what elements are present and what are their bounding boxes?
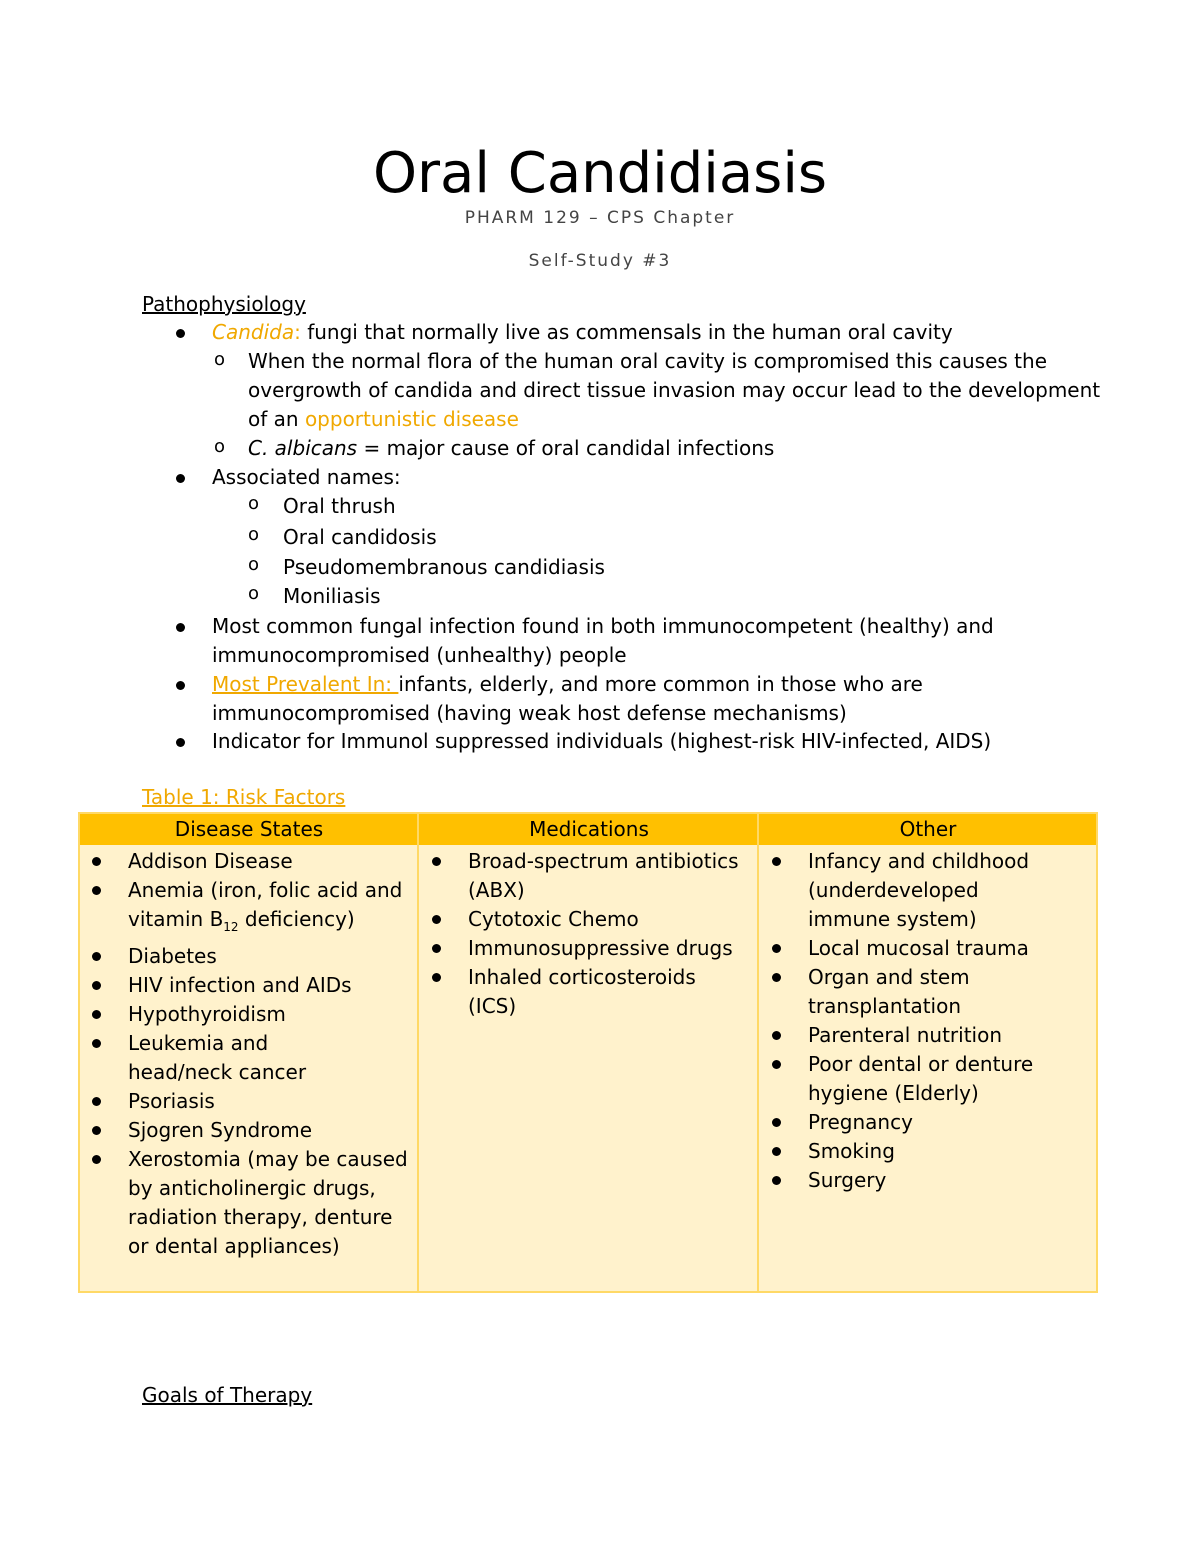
list-item: Parenteral nutrition — [760, 1021, 1060, 1050]
list-item: Leukemia and head/neck cancer — [80, 1029, 410, 1087]
candida-definition — [212, 318, 953, 347]
list-item: HIV infection and AIDs — [80, 971, 410, 1000]
list-item: Organ and stem transplantation — [760, 963, 1060, 1021]
disease-states-list — [80, 847, 410, 1261]
candida-term: Candida — [212, 320, 295, 344]
document-title: Oral Candidiasis — [372, 141, 828, 206]
prevalent-line-2: immunocompromised (having weak host defense mechanisms) — [212, 701, 847, 725]
list-item: Surgery — [760, 1166, 1060, 1195]
list-item: Immunosuppressive drugs — [420, 934, 750, 963]
sub-bullet-marker: o — [248, 554, 260, 575]
prevalent-description: infants, elderly, and more common in those who are — [398, 672, 923, 696]
associated-name-item: Oral candidosis — [283, 525, 437, 549]
flora-line-2: overgrowth of candida and direct tissue invasion may occur lead to the development — [248, 378, 1101, 402]
bullet-marker — [176, 623, 185, 632]
sub-bullet-marker: o — [214, 349, 226, 370]
flora-line-1: When the normal flora of the human oral cavity is compromised this causes the — [248, 349, 1048, 373]
bullet-marker — [176, 474, 185, 483]
list-item: Psoriasis — [80, 1087, 410, 1116]
list-item: Addison Disease — [80, 847, 410, 876]
candida-description: fungi that normally live as commensals in the human oral cavity — [300, 320, 953, 344]
document-subtitle-2: Self-Study #3 — [528, 251, 672, 271]
anemia-text-2: vitamin B — [128, 907, 224, 931]
list-item: Broad-spectrum antibiotics (ABX) — [420, 847, 750, 905]
sub-bullet-marker: o — [214, 436, 226, 457]
bullet-marker — [176, 681, 185, 690]
most-common-line-2: immunocompromised (unhealthy) people — [212, 643, 627, 667]
column-divider — [757, 814, 759, 1291]
other-list — [760, 847, 1060, 1195]
list-item: Pregnancy — [760, 1108, 1060, 1137]
associated-name-item: Moniliasis — [283, 584, 381, 608]
flora-line-3-prefix: of an — [248, 407, 305, 431]
prevalent-label: Most Prevalent In: — [212, 672, 399, 696]
goals-heading: Goals of Therapy — [142, 1383, 313, 1407]
anemia-subscript: 12 — [223, 920, 239, 934]
opportunistic-disease-term: opportunistic disease — [304, 407, 519, 431]
risk-factors-table — [78, 812, 1098, 1293]
list-item: Hypothyroidism — [80, 1000, 410, 1029]
header-other: Other — [899, 817, 957, 841]
list-item: Xerostomia (may be caused by anticholinergic drugs, radiation therapy, denture or dental appliances) — [80, 1145, 410, 1261]
associated-name-item: Pseudomembranous candidiasis — [283, 555, 605, 579]
bullet-marker — [176, 738, 185, 747]
albicans-description: = major cause of oral candidal infections — [357, 436, 775, 460]
table-caption: Table 1: Risk Factors — [142, 785, 346, 809]
list-item: Local mucosal trauma — [760, 934, 1060, 963]
list-item: Infancy and childhood (underdeveloped immune system) — [760, 847, 1060, 934]
flora-line-3 — [248, 405, 519, 434]
list-item: Smoking — [760, 1137, 1060, 1166]
pathophysiology-heading: Pathophysiology — [142, 292, 306, 316]
list-item: Sjogren Syndrome — [80, 1116, 410, 1145]
header-disease-states: Disease States — [174, 817, 324, 841]
list-item: Inhaled corticosteroids (ICS) — [420, 963, 750, 1021]
sub-bullet-marker: o — [248, 583, 260, 604]
anemia-text-3: deficiency) — [238, 907, 355, 931]
header-medications: Medications — [529, 817, 649, 841]
list-item: Cytotoxic Chemo — [420, 905, 750, 934]
most-common-line-1: Most common fungal infection found in both immunocompetent (healthy) and — [212, 614, 994, 638]
prevalent-line-1 — [212, 670, 923, 699]
sub-bullet-marker: o — [248, 524, 260, 545]
associated-name-item: Oral thrush — [283, 494, 396, 518]
list-item — [80, 876, 410, 942]
albicans-line — [248, 434, 774, 463]
anemia-text: Anemia (iron, folic acid and — [128, 878, 403, 902]
column-divider — [417, 814, 419, 1291]
bullet-marker — [176, 329, 185, 338]
list-item: Poor dental or denture hygiene (Elderly) — [760, 1050, 1060, 1108]
document-subtitle: PHARM 129 – CPS Chapter — [464, 208, 736, 228]
medications-list — [420, 847, 750, 1021]
indicator-line: Indicator for Immunol suppressed individuals (highest-risk HIV-infected, AIDS) — [212, 729, 992, 753]
candida-colon: : — [294, 320, 301, 344]
albicans-term: C. albicans — [248, 436, 358, 460]
sub-bullet-marker: o — [248, 493, 260, 514]
list-item: Diabetes — [80, 942, 410, 971]
table-header-row — [80, 814, 1096, 845]
associated-names-label: Associated names: — [212, 465, 401, 489]
